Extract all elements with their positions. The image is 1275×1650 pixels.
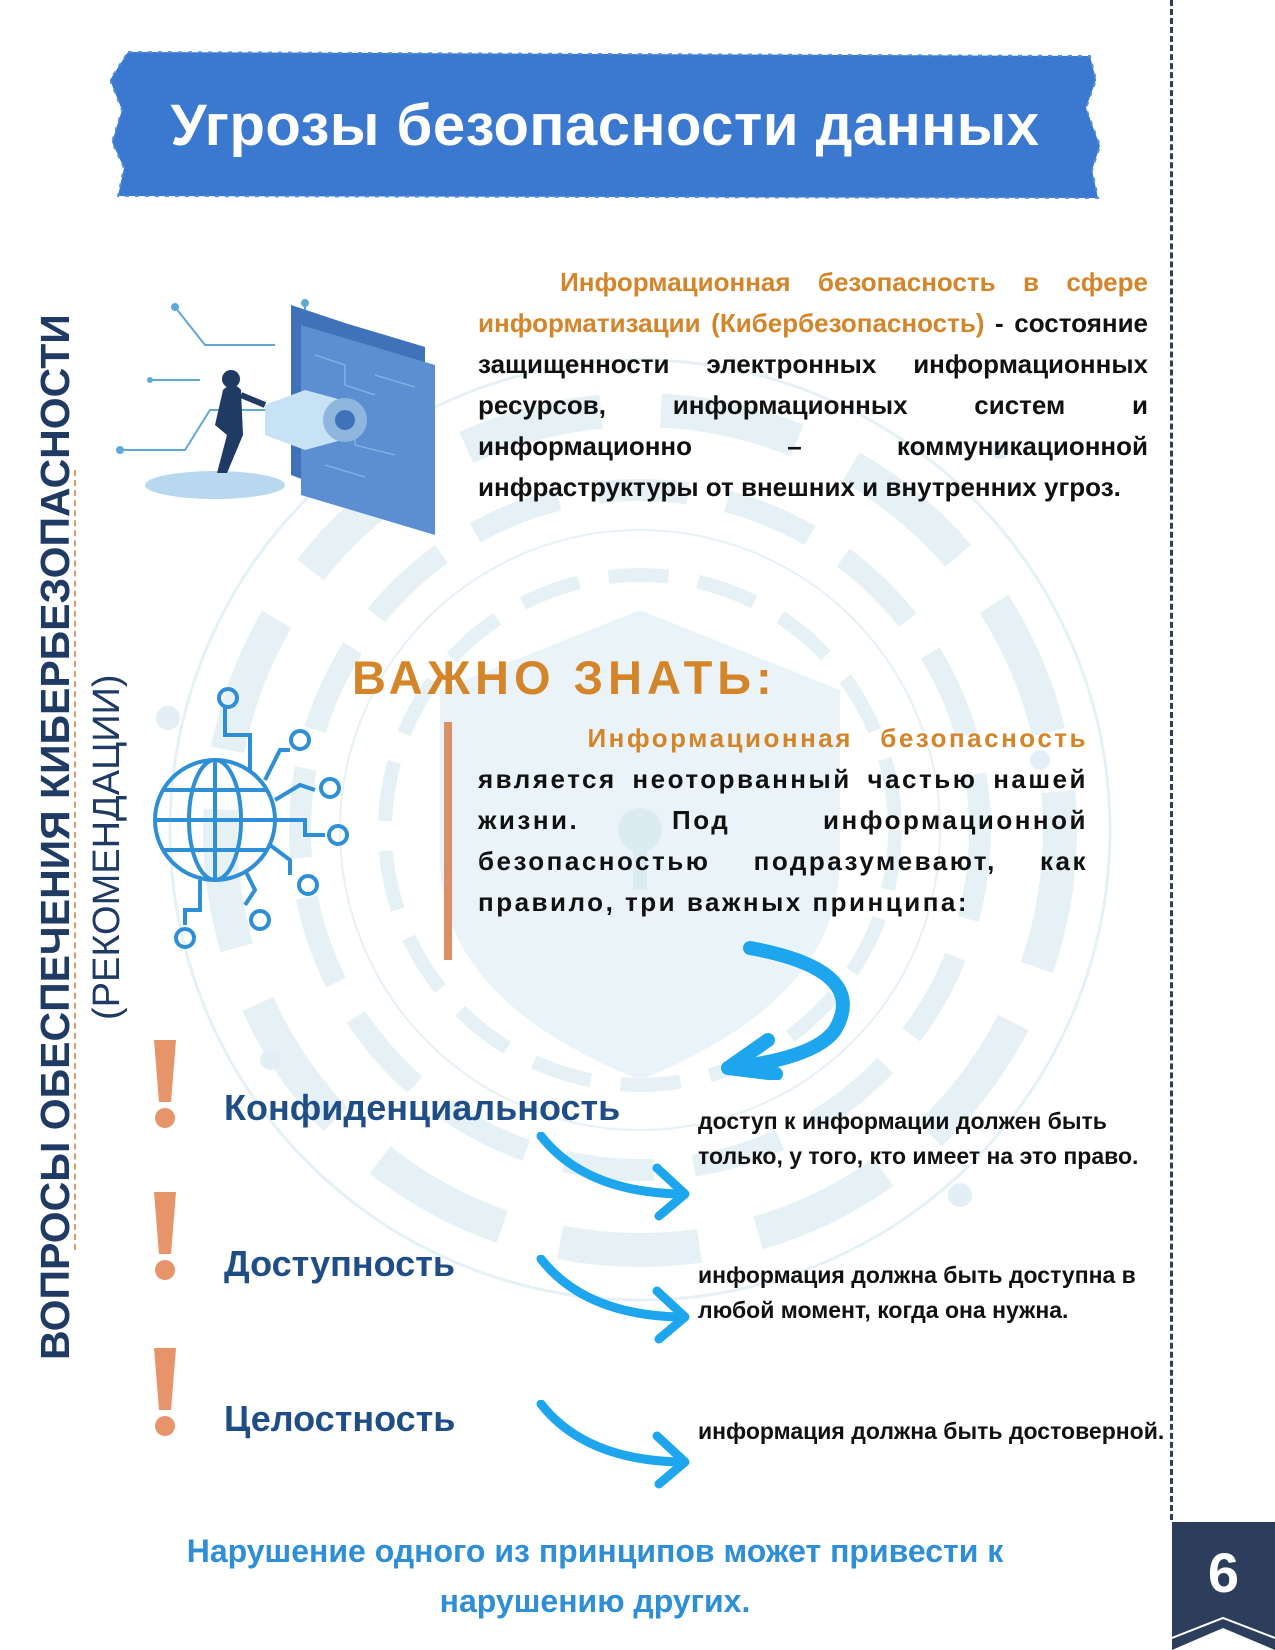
principle-integrity-desc: информация должна быть достоверной. bbox=[698, 1418, 1165, 1444]
sidebar-subtitle: (РЕКОМЕНДАЦИИ) bbox=[85, 674, 128, 1020]
quote-accent-bar bbox=[444, 722, 452, 960]
principle-integrity: Целостность bbox=[224, 1398, 456, 1439]
principle-arrow-icon bbox=[535, 1255, 695, 1345]
important-heading: ВАЖНО ЗНАТЬ: bbox=[352, 651, 777, 704]
important-body: является неоторванный частью нашей жизни. Под информационной безопасностью подразумевают, как правило, три важных принципа: bbox=[478, 764, 1088, 917]
sidebar-divider bbox=[74, 470, 76, 1250]
principle-availability-desc: информация должна быть доступна в любой момент, когда она нужна. bbox=[698, 1262, 1136, 1323]
definition-paragraph bbox=[478, 262, 1148, 508]
principle-arrow-icon bbox=[535, 1132, 695, 1222]
page-title: Угрозы безопасности данных bbox=[170, 92, 1040, 158]
principle-arrow-icon bbox=[535, 1400, 695, 1490]
principle-confidentiality-desc: доступ к информации должен быть только, у того, кто имеет на это право. bbox=[698, 1108, 1139, 1169]
important-paragraph bbox=[478, 718, 1088, 923]
page-number: 6 bbox=[1207, 1541, 1240, 1604]
principle-availability: Доступность bbox=[224, 1243, 455, 1284]
curved-arrow-icon bbox=[720, 940, 880, 1080]
footer-note: Нарушение одного из принципов может привести к нарушению других. bbox=[186, 1533, 1004, 1619]
secure-folder-illustration bbox=[115, 295, 475, 545]
exclamation-icon bbox=[150, 1040, 180, 1130]
exclamation-icon bbox=[150, 1348, 180, 1438]
title-banner bbox=[110, 50, 1100, 200]
definition-body: - состояние защищенности электронных информационных ресурсов, информационных систем и информационно – коммуникационной инфраструктуры от внешних и внутренних угроз. bbox=[478, 308, 1149, 502]
exclamation-icon bbox=[150, 1192, 180, 1282]
important-term: Информационная безопасность bbox=[587, 723, 1088, 753]
principle-confidentiality: Конфиденциальность bbox=[224, 1087, 621, 1128]
definition-term: Информационная безопасность в сфере информатизации (Кибербезопасность) bbox=[478, 267, 1148, 338]
sidebar-title: ВОПРОСЫ ОБЕСПЕЧЕНИЯ КИБЕРБЕЗОПАСНОСТИ bbox=[31, 314, 78, 1360]
globe-network-icon bbox=[140, 680, 360, 960]
